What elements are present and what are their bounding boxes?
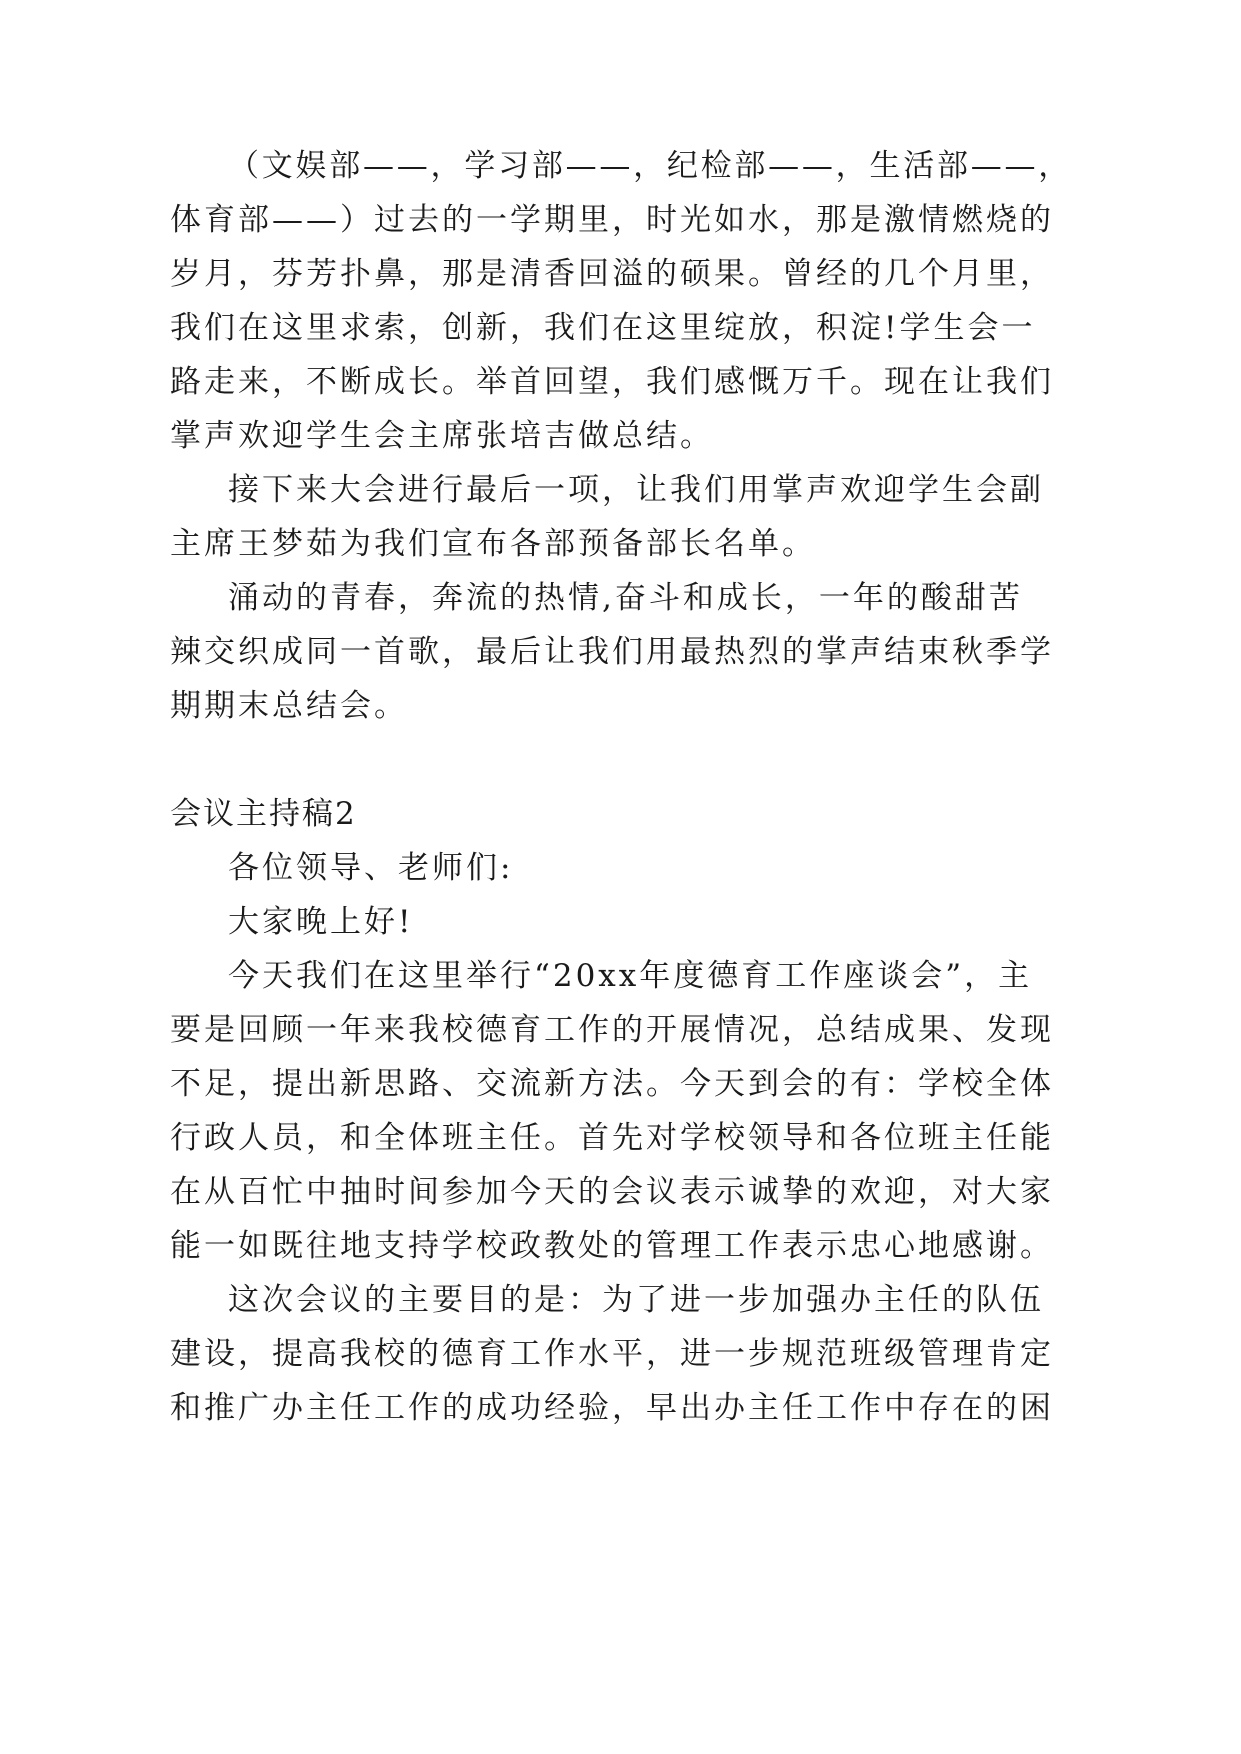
body-text-line: 接下来大会进行最后一项，让我们用掌声欢迎学生会副 bbox=[228, 472, 1044, 508]
body-text-line: 主席王梦茹为我们宣布各部预备部长名单。 bbox=[170, 526, 816, 562]
body-text-line: （文娱部——，学习部——，纪检部——，生活部——， bbox=[228, 148, 1072, 184]
body-text-line: 和推广办主任工作的成功经验，早出办主任工作中存在的困 bbox=[170, 1390, 1054, 1426]
body-text-line: 在从百忙中抽时间参加今天的会议表示诚挚的欢迎，对大家 bbox=[170, 1174, 1054, 1210]
body-text-line: 要是回顾一年来我校德育工作的开展情况，总结成果、发现 bbox=[170, 1012, 1054, 1048]
body-text-line: 不足，提出新思路、交流新方法。今天到会的有：学校全体 bbox=[170, 1066, 1054, 1102]
body-text-line: 辣交织成同一首歌，最后让我们用最热烈的掌声结束秋季学 bbox=[170, 634, 1054, 670]
body-text-line: 建设，提高我校的德育工作水平，进一步规范班级管理肯定 bbox=[170, 1336, 1054, 1372]
body-text-line: 大家晚上好! bbox=[228, 904, 414, 940]
body-text-line: 期期末总结会。 bbox=[170, 688, 408, 724]
body-text-line: 我们在这里求索，创新，我们在这里绽放，积淀!学生会一 bbox=[170, 310, 1036, 346]
body-text-line: 体育部——）过去的一学期里，时光如水，那是激情燃烧的 bbox=[170, 202, 1054, 238]
body-text-line: 今天我们在这里举行“20xx年度德育工作座谈会”，主 bbox=[228, 958, 1033, 994]
body-text-line: 岁月，芬芳扑鼻，那是清香回溢的硕果。曾经的几个月里， bbox=[170, 256, 1054, 292]
body-text-line: 行政人员，和全体班主任。首先对学校领导和各位班主任能 bbox=[170, 1120, 1054, 1156]
body-text-line: 掌声欢迎学生会主席张培吉做总结。 bbox=[170, 418, 714, 454]
section-title: 会议主持稿2 bbox=[170, 796, 357, 832]
body-text-line: 能一如既往地支持学校政教处的管理工作表示忠心地感谢。 bbox=[170, 1228, 1054, 1264]
body-text-line: 涌动的青春，奔流的热情,奋斗和成长，一年的酸甜苦 bbox=[228, 580, 1023, 616]
body-text-line: 各位领导、老师们: bbox=[228, 850, 514, 886]
body-text-line: 路走来，不断成长。举首回望，我们感慨万千。现在让我们 bbox=[170, 364, 1054, 400]
body-text-line: 这次会议的主要目的是：为了进一步加强办主任的队伍 bbox=[228, 1282, 1044, 1318]
